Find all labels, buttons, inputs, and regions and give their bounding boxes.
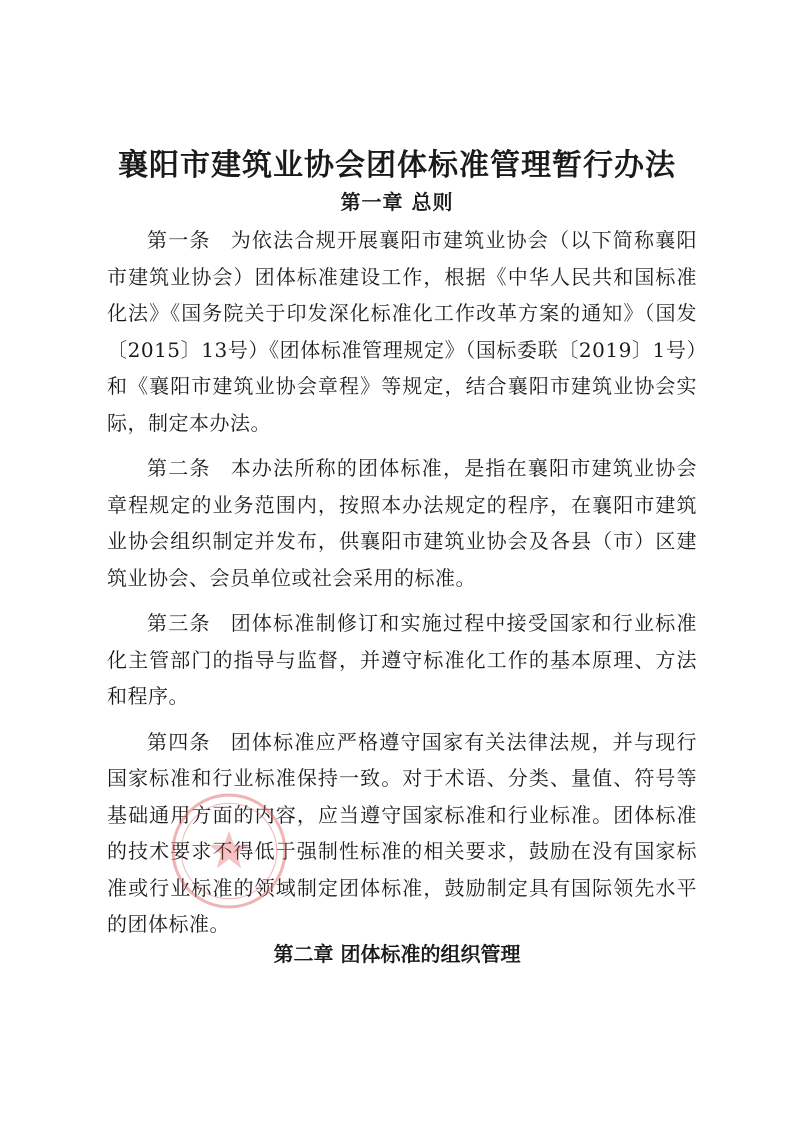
document-body [107, 222, 697, 952]
article-number: 第四条 [147, 729, 211, 754]
article-text: 团体标准应严格遵守国家有关法律法规，并与现行国家标准和行业标准保持一致。对于术语、分类、量值、符号等基础通用方面的内容，应当遵守国家标准和行业标准。团体标准的技术要求不得低于强制性标准的相关要求，鼓励在没有国家标准或行业标准的领域制定团体标准，鼓励制定具有国际领先水平的团体标准。 [107, 729, 697, 936]
article-number: 第一条 [147, 228, 211, 252]
article-2 [107, 450, 697, 596]
article-4 [107, 724, 697, 943]
article-number: 第二条 [147, 456, 211, 480]
article-3 [107, 605, 697, 715]
document-title: 襄阳市建筑业协会团体标准管理暂行办法 [118, 148, 676, 183]
chapter-1-heading: 第一章 总则 [340, 190, 454, 214]
article-1 [107, 222, 697, 441]
article-text: 本办法所称的团体标准，是指在襄阳市建筑业协会章程规定的业务范围内，按照本办法规定的程序，在襄阳市建筑业协会组织制定并发布，供襄阳市建筑业协会及各县（市）区建筑业协会、会员单位或社会采用的标准。 [107, 456, 697, 590]
chapter-2-heading: 第二章 团体标准的组织管理 [273, 942, 521, 966]
article-number: 第三条 [147, 611, 211, 635]
article-text: 为依法合规开展襄阳市建筑业协会（以下简称襄阳市建筑业协会）团体标准建设工作，根据《中华人民共和国标准化法》《国务院关于印发深化标准化工作改革方案的通知》（国发〔2015〕13号）《团体标准管理规定》（国标委联〔2019〕1号）和《襄阳市建筑业协会章程》等规定，结合襄阳市建筑业协会实际，制定本办法。 [107, 228, 697, 435]
article-text: 团体标准制修订和实施过程中接受国家和行业标准化主管部门的指导与监督，并遵守标准化工作的基本原理、方法和程序。 [107, 611, 697, 708]
